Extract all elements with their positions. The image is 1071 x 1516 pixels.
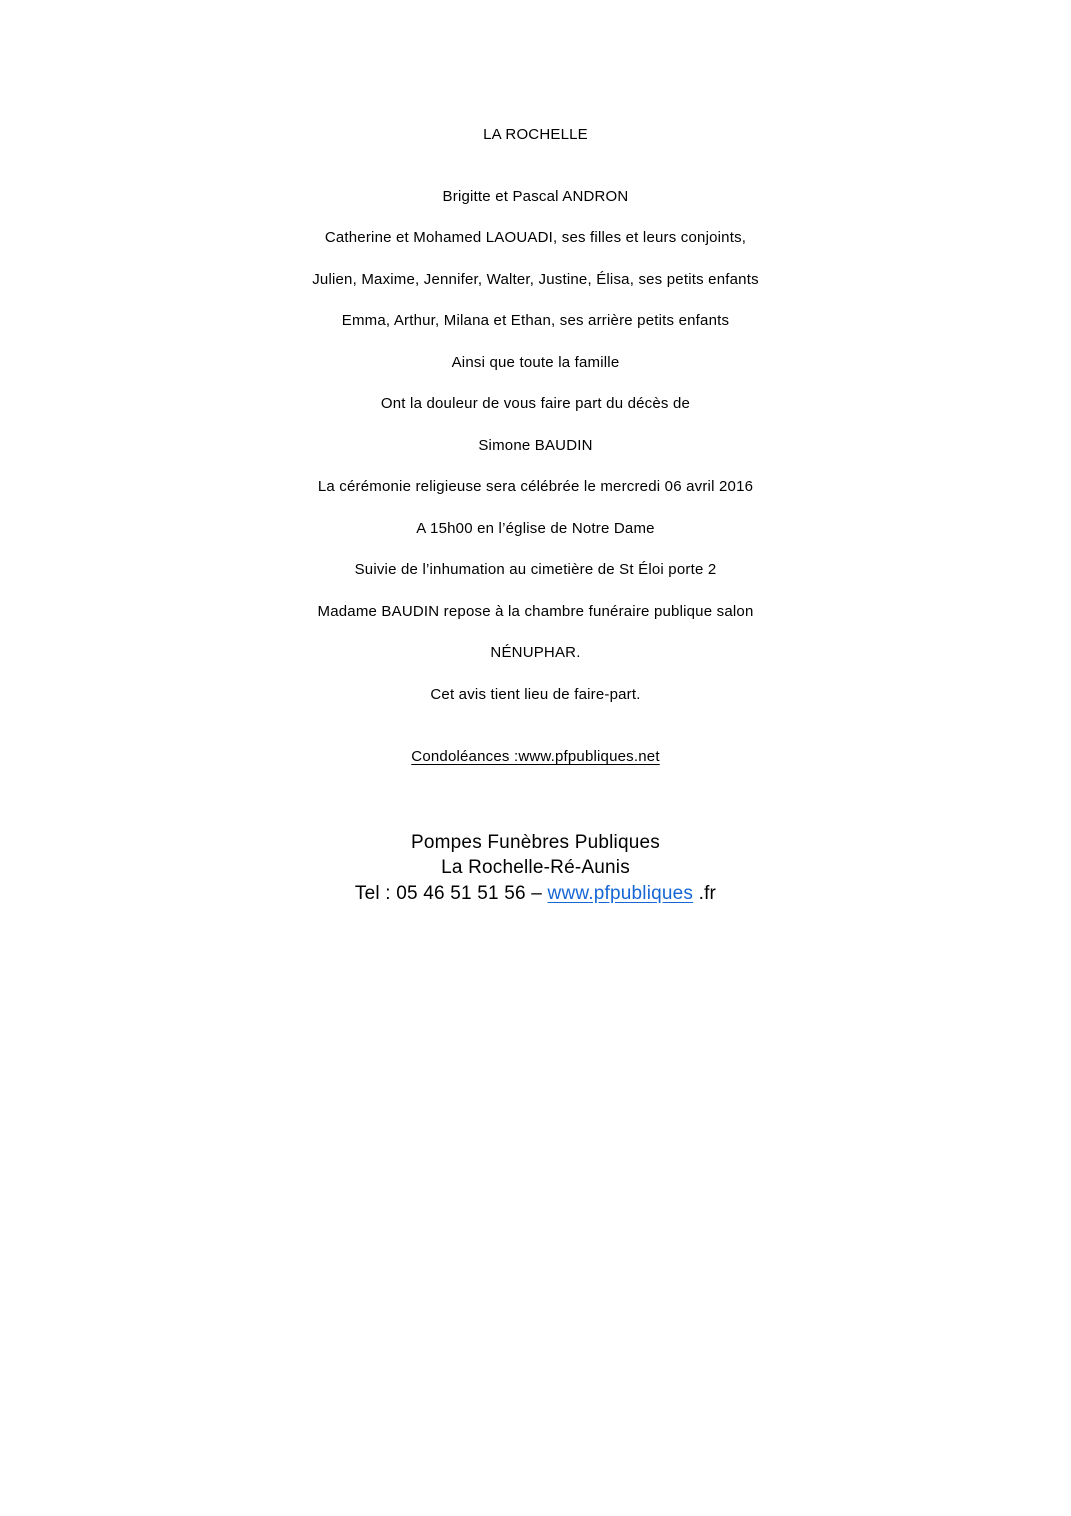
announcement-line: Ont la douleur de vous faire part du décès de (380, 395, 691, 412)
family-line: Brigitte et Pascal ANDRON (442, 187, 629, 205)
ceremony-line: La cérémonie religieuse sera célébrée le mercredi 06 avril 2016 (317, 478, 754, 495)
website-link[interactable]: www.pfpubliques (547, 882, 694, 904)
ceremony-time-line: A 15h00 en l’église de Notre Dame (416, 519, 655, 537)
funeral-home-location: La Rochelle-Ré-Aunis (441, 857, 630, 878)
condolences-link: Condoléances :www.pfpubliques.net (411, 748, 660, 765)
family-line: Ainsi que toute la famille (451, 353, 620, 371)
deceased-name: Simone BAUDIN (478, 436, 593, 454)
city-title: LA ROCHELLE (483, 126, 588, 143)
funeral-home-footer (0, 830, 1071, 907)
funeral-home-name: Pompes Funèbres Publiques (411, 831, 660, 853)
closing-line: Cet avis tient lieu de faire-part. (430, 685, 641, 703)
family-line: Emma, Arthur, Milana et Ethan, ses arrière petits enfants (341, 312, 730, 329)
phone-number: Tel : 05 46 51 51 56 – (354, 882, 548, 904)
family-line: Julien, Maxime, Jennifer, Walter, Justine, Élisa, ses petits enfants (312, 270, 759, 288)
website-tld: .fr (693, 882, 717, 904)
family-line: Catherine et Mohamed LAOUADI, ses filles et leurs conjoints, (324, 229, 747, 246)
salon-name-line: NÉNUPHAR. (490, 644, 581, 661)
burial-line: Suivie de l’inhumation au cimetière de St Éloi porte 2 (354, 561, 717, 578)
repose-line: Madame BAUDIN repose à la chambre funéraire publique salon (317, 602, 754, 620)
funeral-home-contact (0, 881, 1071, 907)
